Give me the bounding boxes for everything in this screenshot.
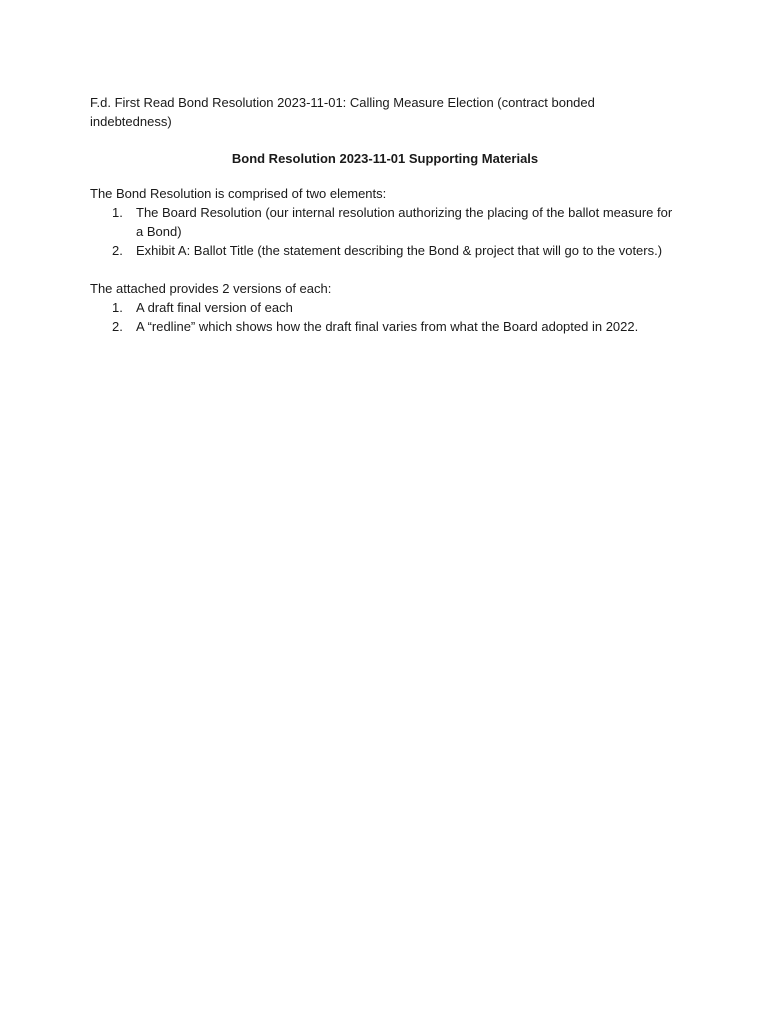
section1-lead: The Bond Resolution is comprised of two elements:: [90, 186, 387, 201]
list-item-number: 2.: [112, 243, 123, 258]
list-item-number: 2.: [112, 319, 123, 334]
agenda-item-title: F.d. First Read Bond Resolution 2023-11-01: Calling Measure Election (contract bonded indebtedness): [90, 95, 595, 129]
list-item-number: 1.: [112, 205, 123, 220]
section2-list: [90, 298, 680, 336]
section1-list: [90, 203, 680, 260]
list-item: [90, 317, 680, 336]
list-item-text: A “redline” which shows how the draft final varies from what the Board adopted in 2022.: [136, 319, 639, 334]
list-item-text: A draft final version of each: [136, 300, 293, 315]
document-body: [90, 93, 680, 336]
list-item-number: 1.: [112, 300, 123, 315]
list-item-text: The Board Resolution (our internal resolution authorizing the placing of the ballot measure for a Bond): [136, 205, 673, 239]
list-item: [90, 241, 680, 260]
section-heading: Bond Resolution 2023-11-01 Supporting Materials: [231, 151, 539, 166]
section2-lead: The attached provides 2 versions of each:: [90, 281, 332, 296]
list-item: [90, 203, 680, 241]
list-item: [90, 298, 680, 317]
list-item-text: Exhibit A: Ballot Title (the statement describing the Bond & project that will go to the voters.): [136, 243, 663, 258]
